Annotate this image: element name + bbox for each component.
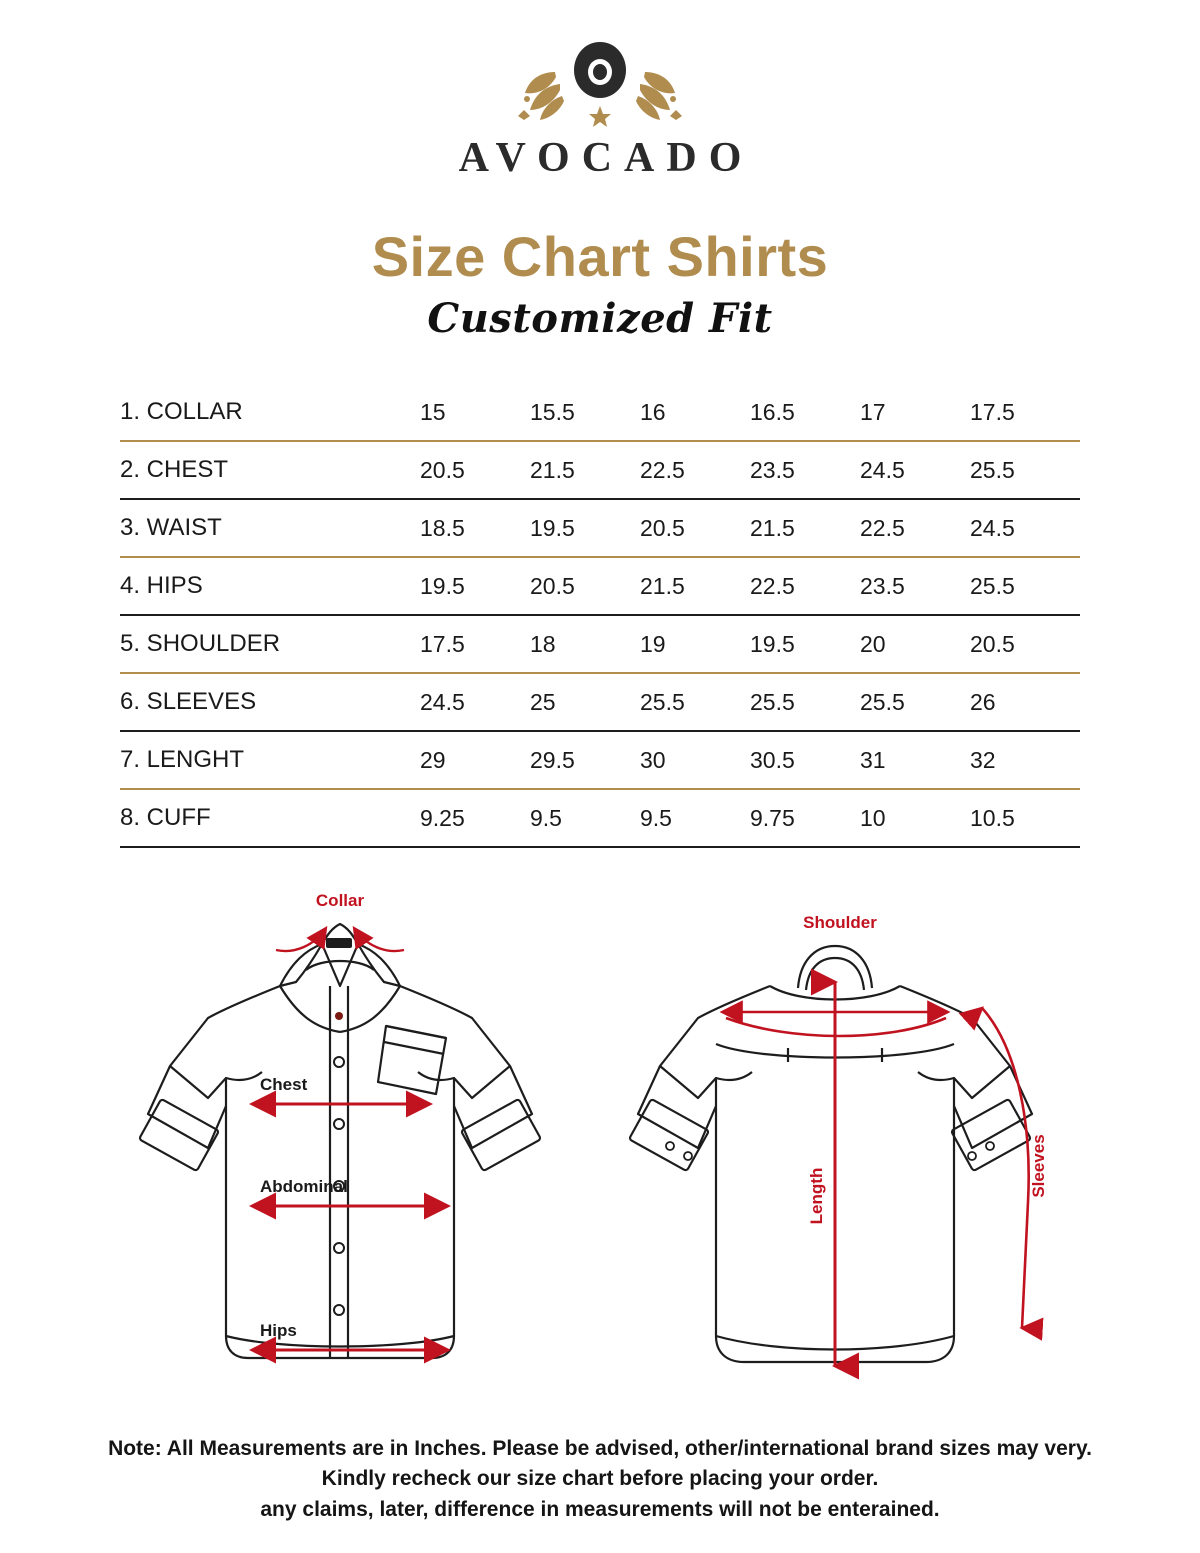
note-line-3: any claims, later, difference in measurements will not be enterained.: [260, 1497, 940, 1521]
row-value: 25.5: [640, 688, 685, 715]
row-label: 3. WAIST: [120, 514, 222, 541]
row-value: 22.5: [860, 514, 905, 541]
row-value: 22.5: [750, 572, 795, 599]
shirt-back-illustration: [600, 866, 1070, 1426]
row-value: 24.5: [970, 514, 1015, 541]
table-row: [120, 499, 1080, 557]
row-value: 22.5: [640, 456, 685, 483]
size-chart-table-wrap: [120, 384, 1080, 848]
shirt-front-illustration: [130, 866, 550, 1426]
table-row: [120, 615, 1080, 673]
page-title: Size Chart Shirts: [371, 225, 829, 288]
row-value: 15.5: [530, 398, 575, 425]
row-value: 16.5: [750, 398, 795, 425]
row-value: 25.5: [970, 572, 1015, 599]
row-label: 6. SLEEVES: [120, 688, 257, 715]
row-value: 20.5: [530, 572, 575, 599]
row-value: 20.5: [970, 630, 1015, 657]
table-row: [120, 441, 1080, 499]
back-label-length: Length: [807, 1167, 826, 1225]
row-value: 21.5: [750, 514, 795, 541]
row-value: 16: [640, 398, 666, 425]
front-label-hips: Hips: [260, 1321, 297, 1340]
row-value: 17.5: [970, 398, 1015, 425]
row-value: 19.5: [530, 514, 575, 541]
back-label-shoulder: Shoulder: [803, 913, 877, 932]
row-value: 19.5: [420, 572, 465, 599]
brand-name: AVOCADO: [458, 135, 754, 181]
row-value: 9.25: [420, 804, 465, 831]
shirt-illustrations: [0, 866, 1200, 1426]
row-value: 18.5: [420, 514, 465, 541]
note-section: [0, 1434, 1200, 1525]
size-chart-table: [120, 384, 1080, 848]
row-value: 9.75: [750, 804, 795, 831]
row-label: 5. SHOULDER: [120, 630, 281, 657]
row-value: 26: [970, 688, 996, 715]
table-row: [120, 731, 1080, 789]
row-value: 23.5: [860, 572, 905, 599]
front-label-chest: Chest: [260, 1075, 308, 1094]
row-value: 25.5: [970, 456, 1015, 483]
back-label-sleeves: Sleeves: [1029, 1134, 1048, 1198]
row-label: 7. LENGHT: [120, 746, 245, 773]
row-label: 2. CHEST: [120, 456, 229, 483]
row-value: 25.5: [860, 688, 905, 715]
table-row: [120, 673, 1080, 731]
row-value: 17.5: [420, 630, 465, 657]
row-value: 25: [530, 688, 556, 715]
row-value: 21.5: [640, 572, 685, 599]
row-label: 4. HIPS: [120, 572, 203, 599]
table-row: [120, 789, 1080, 847]
row-value: 24.5: [860, 456, 905, 483]
row-value: 20.5: [640, 514, 685, 541]
row-value: 10: [860, 804, 886, 831]
row-value: 9.5: [530, 804, 562, 831]
row-value: 21.5: [530, 456, 575, 483]
row-value: 32: [970, 746, 996, 773]
row-value: 19.5: [750, 630, 795, 657]
row-value: 29.5: [530, 746, 575, 773]
row-value: 19: [640, 630, 666, 657]
note-line-2: Kindly recheck our size chart before placing your order.: [321, 1467, 879, 1491]
row-value: 24.5: [420, 688, 465, 715]
row-value: 9.5: [640, 804, 672, 831]
avocado-wreath-logo-icon: [500, 36, 700, 128]
row-value: 30.5: [750, 746, 795, 773]
row-value: 23.5: [750, 456, 795, 483]
row-value: 10.5: [970, 804, 1015, 831]
row-value: 17: [860, 398, 886, 425]
table-row: [120, 557, 1080, 615]
row-label: 1. COLLAR: [120, 398, 243, 425]
row-label: 8. CUFF: [120, 804, 211, 831]
row-value: 31: [860, 746, 886, 773]
front-label-collar: Collar: [315, 891, 365, 910]
row-value: 29: [420, 746, 446, 773]
table-row: [120, 384, 1080, 441]
front-label-abdominal: Abdominal: [260, 1177, 348, 1196]
row-value: 30: [640, 746, 666, 773]
row-value: 25.5: [750, 688, 795, 715]
page-subtitle: Customized Fit: [427, 295, 773, 342]
row-value: 15: [420, 398, 446, 425]
row-value: 20: [860, 630, 886, 657]
row-value: 20.5: [420, 456, 465, 483]
brand-header: [0, 0, 1200, 182]
row-value: 18: [530, 630, 556, 657]
note-line-1: Note: All Measurements are in Inches. Please be advised, other/international brand sizes may very.: [108, 1437, 1092, 1460]
